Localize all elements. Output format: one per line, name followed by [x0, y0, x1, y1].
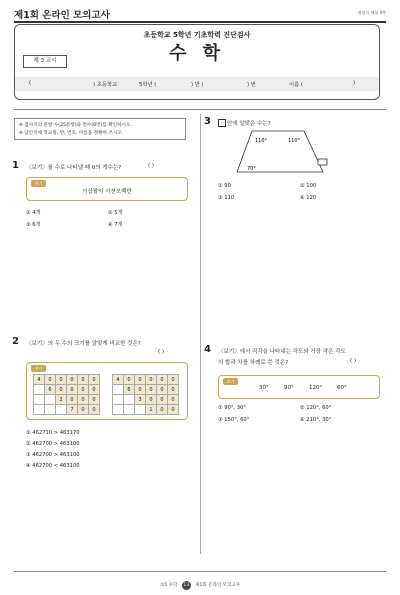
q4-option-3[interactable]: ③ 150°, 60° — [218, 417, 250, 423]
top-title: 제1회 온라인 모의고사 — [14, 10, 110, 21]
place-value-cell: 0 — [168, 375, 179, 385]
place-value-cell: 0 — [157, 405, 168, 415]
place-value-cell: 0 — [67, 385, 78, 395]
place-value-cell: 0 — [135, 385, 146, 395]
bogi-label: 보기 — [223, 378, 238, 385]
q4-bogi-box — [218, 375, 380, 399]
place-value-table-right — [112, 374, 179, 415]
footer-subject: 초5 수학 — [159, 583, 178, 588]
q4-bogi-angle: 90° — [284, 385, 294, 391]
place-value-cell — [34, 395, 45, 405]
bottom-divider — [14, 571, 386, 572]
place-value-cell — [124, 395, 135, 405]
place-value-cell: 0 — [168, 395, 179, 405]
q4-bogi-angle: 30° — [259, 385, 269, 391]
place-value-cell: 3 — [135, 395, 146, 405]
place-value-cell — [113, 405, 124, 415]
q2-option-1[interactable]: ① 462710 > 463170 — [26, 430, 80, 436]
place-value-row — [113, 395, 179, 405]
place-value-cell: 0 — [78, 395, 89, 405]
exam-title: 초등학교 5학년 기초학력 진단검사 — [143, 31, 251, 39]
close-paren: ) — [353, 80, 356, 86]
notice-line: ※ 검사지의 문항 수(25문항)와 면수(8면)를 확인하시오. — [19, 123, 132, 128]
q3-option-1[interactable]: ① 90 — [218, 183, 231, 189]
page-number: 13 — [183, 583, 190, 588]
section-divider — [14, 109, 386, 110]
number-field: ) 번 — [247, 82, 256, 88]
q3-text: 안에 알맞은 수는? — [227, 121, 271, 127]
class-field: ) 반 ( — [191, 82, 204, 88]
blank-box-icon — [218, 119, 226, 127]
place-value-cell: 0 — [146, 395, 157, 405]
place-value-cell: 0 — [67, 375, 78, 385]
q4-option-2[interactable]: ② 120°, 60° — [300, 405, 332, 411]
place-value-row — [34, 375, 100, 385]
student-info-row — [15, 77, 379, 91]
q1-bogi-box — [26, 177, 188, 201]
place-value-table-left — [33, 374, 100, 415]
place-value-cell — [113, 385, 124, 395]
place-value-cell: 0 — [67, 395, 78, 405]
place-value-cell: 0 — [135, 375, 146, 385]
q3-option-2[interactable]: ② 100 — [300, 183, 317, 189]
place-value-row — [113, 405, 179, 415]
place-value-cell — [56, 405, 67, 415]
place-value-cell: 1 — [146, 405, 157, 415]
q2-text: 〈보기〉의 두 수의 크기를 알맞게 비교한 것은? — [26, 341, 141, 347]
place-value-cell — [34, 405, 45, 415]
q3-number: 3 — [204, 116, 211, 127]
place-value-row — [34, 395, 100, 405]
q3-option-4[interactable]: ④ 120 — [300, 195, 317, 201]
q1-option-2[interactable]: ② 5개 — [108, 210, 123, 216]
q1-option-1[interactable]: ① 4개 — [26, 210, 41, 216]
q4-bogi-angle: 120° — [309, 385, 323, 391]
name-field: 이름 ( — [289, 82, 303, 88]
place-value-cell: 0 — [168, 385, 179, 395]
q1-text: 〈보기〉를 수로 나타낼 때 0의 개수는? — [26, 165, 122, 171]
place-value-cell: 0 — [78, 385, 89, 395]
place-value-cell: 0 — [168, 405, 179, 415]
place-value-cell — [124, 405, 135, 415]
angle-label-top-right: 110° — [288, 138, 301, 144]
place-value-cell — [45, 395, 56, 405]
place-value-cell — [34, 385, 45, 395]
place-value-cell: 0 — [157, 395, 168, 405]
q4-answer-blank: ( ) — [350, 358, 357, 364]
bogi-label: 보기 — [31, 365, 46, 372]
place-value-cell — [135, 405, 146, 415]
place-value-cell: 0 — [89, 385, 100, 395]
place-value-cell — [113, 395, 124, 405]
place-value-cell: 4 — [34, 375, 45, 385]
unknown-angle-box — [318, 159, 327, 165]
q4-number: 4 — [204, 344, 211, 355]
place-value-cell: 6 — [45, 385, 56, 395]
place-value-cell: 0 — [56, 385, 67, 395]
q1-answer-blank: ( ) — [148, 163, 155, 169]
place-value-row — [113, 385, 179, 395]
open-paren: ( — [29, 80, 32, 86]
q3-option-3[interactable]: ③ 110 — [218, 195, 235, 201]
q2-option-2[interactable]: ② 462700 > 463100 — [26, 441, 80, 447]
column-divider — [200, 114, 201, 554]
angle-label-bottom-left: 70° — [247, 166, 256, 172]
q1-option-3[interactable]: ③ 6개 — [26, 222, 41, 228]
place-value-cell: 0 — [146, 385, 157, 395]
place-value-row — [34, 405, 100, 415]
place-value-cell: 7 — [67, 405, 78, 415]
q4-option-4[interactable]: ④ 210°, 30° — [300, 417, 332, 423]
place-value-row — [34, 385, 100, 395]
q2-answer-blank: ( ) — [158, 349, 165, 355]
subject-title: 수 학 — [168, 43, 226, 64]
q1-number: 1 — [12, 160, 19, 171]
q2-option-4[interactable]: ④ 462700 < 463100 — [26, 463, 80, 469]
notice-line: ※ 답안지에 학교명, 반, 번호, 이름을 정확히 쓰시오. — [19, 131, 124, 136]
place-value-cell: 0 — [89, 405, 100, 415]
place-value-cell: 0 — [56, 375, 67, 385]
exam-header — [14, 24, 380, 100]
q2-option-3[interactable]: ③ 462700 > 463100 — [26, 452, 80, 458]
place-value-cell: 0 — [78, 375, 89, 385]
q2-number: 2 — [12, 336, 19, 347]
q4-text-line2: 의 합과 차를 차례로 쓴 것은? — [218, 360, 289, 366]
place-value-cell: 0 — [124, 375, 135, 385]
top-divider — [14, 21, 386, 23]
place-value-cell: 0 — [146, 375, 157, 385]
grade-field: 5학년 ( — [139, 82, 157, 88]
place-value-cell: 0 — [157, 375, 168, 385]
angle-label-top-left: 110° — [255, 138, 268, 144]
place-value-cell — [45, 405, 56, 415]
place-value-cell: 0 — [45, 375, 56, 385]
place-value-cell: 0 — [157, 385, 168, 395]
place-value-cell: 4 — [113, 375, 124, 385]
q1-option-4[interactable]: ④ 7개 — [108, 222, 123, 228]
place-value-cell: 0 — [78, 405, 89, 415]
page-footer — [0, 581, 400, 590]
school-field: ) 초등학교 — [93, 82, 118, 88]
place-value-cell: 0 — [89, 395, 100, 405]
place-value-cell: 6 — [124, 385, 135, 395]
footer-exam: 제1회 온라인 모의고사 — [195, 583, 241, 588]
period-box: 제 3 교시 — [23, 55, 67, 68]
q4-text-line1: 〈보기〉에서 직각을 나타내는 각도와 가장 작은 각도 — [218, 349, 346, 355]
answer-key-note: 정답과 해설 0쪽 — [357, 10, 386, 15]
place-value-row — [113, 375, 179, 385]
q4-bogi-angle: 60° — [337, 385, 347, 391]
place-value-cell: 2 — [56, 395, 67, 405]
bogi-label: 보기 — [31, 180, 46, 187]
place-value-cell: 0 — [89, 375, 100, 385]
q1-bogi-text: 이십팔억 사천오백만 — [82, 189, 132, 195]
notice-box — [14, 118, 186, 140]
trapezoid-diagram — [225, 128, 335, 178]
q4-option-1[interactable]: ① 90°, 30° — [218, 405, 246, 411]
